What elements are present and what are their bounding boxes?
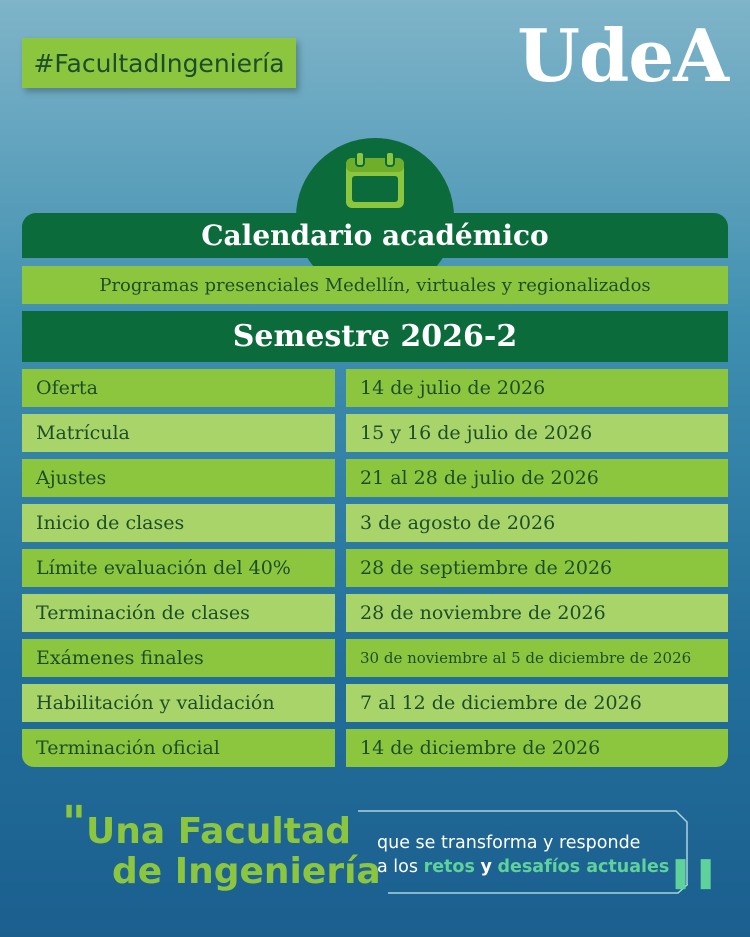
slogan-line-2: de Ingeniería: [112, 851, 381, 892]
quote-close-icon: ❚❚: [668, 855, 719, 890]
calendar-icon: [342, 150, 408, 212]
schedule-row: [22, 549, 728, 587]
slogan-title: [86, 812, 381, 892]
schedule-row: [22, 639, 728, 677]
event-date: 14 de diciembre de 2026: [346, 729, 728, 767]
udea-logo: UdeA: [517, 13, 728, 98]
event-label: Exámenes finales: [22, 639, 335, 677]
schedule-row: [22, 414, 728, 452]
schedule-row: [22, 684, 728, 722]
slogan-line-1: Una Facultad: [86, 811, 352, 852]
hashtag-badge: #FacultadIngeniería: [22, 38, 296, 88]
slogan-subtitle: [377, 831, 669, 879]
event-date: 28 de septiembre de 2026: [346, 549, 728, 587]
slogan-highlight-retos: retos: [423, 857, 475, 877]
event-date: 14 de julio de 2026: [346, 369, 728, 407]
programs-subtitle: Programas presenciales Medellín, virtuales y regionalizados: [22, 266, 728, 304]
event-date: 28 de noviembre de 2026: [346, 594, 728, 632]
slogan-sub-line-1: que se transforma y responde: [377, 833, 641, 853]
slogan-sub-prefix: a los: [377, 857, 418, 877]
event-label: Habilitación y validación: [22, 684, 335, 722]
schedule-row: [22, 729, 728, 767]
event-label: Ajustes: [22, 459, 335, 497]
event-label: Matrícula: [22, 414, 335, 452]
schedule-row: [22, 369, 728, 407]
slogan-highlight-desafios: desafíos actuales: [497, 857, 670, 877]
semester-title: Semestre 2026-2: [22, 311, 728, 362]
schedule-row: [22, 594, 728, 632]
schedule-row: [22, 504, 728, 542]
event-date: 7 al 12 de diciembre de 2026: [346, 684, 728, 722]
quote-open-icon: ": [62, 796, 86, 850]
event-label: Terminación de clases: [22, 594, 335, 632]
event-date: 21 al 28 de julio de 2026: [346, 459, 728, 497]
event-label: Inicio de clases: [22, 504, 335, 542]
event-date: 15 y 16 de julio de 2026: [346, 414, 728, 452]
slogan-sub-line-2: [377, 855, 669, 879]
event-label: Terminación oficial: [22, 729, 335, 767]
event-date: 3 de agosto de 2026: [346, 504, 728, 542]
schedule-table: [22, 369, 728, 774]
event-label: Límite evaluación del 40%: [22, 549, 335, 587]
calendar-title: Calendario académico: [22, 213, 728, 258]
event-label: Oferta: [22, 369, 335, 407]
event-date: 30 de noviembre al 5 de diciembre de 2026: [346, 639, 728, 677]
schedule-row: [22, 459, 728, 497]
slogan-sub-conjunction: y: [480, 857, 492, 877]
